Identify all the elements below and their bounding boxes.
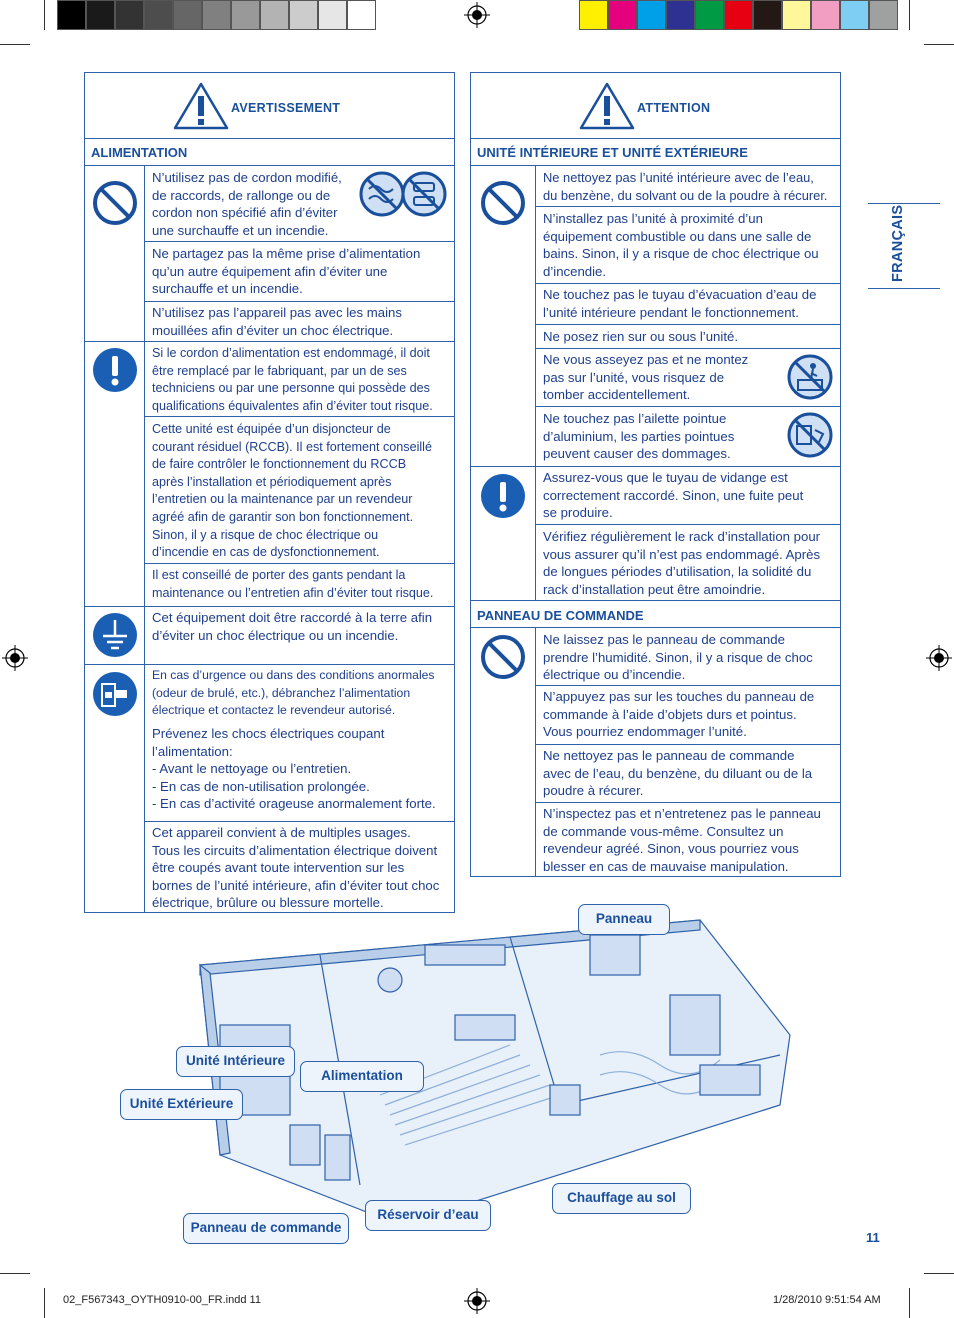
no-modified-cord-icon <box>359 171 405 217</box>
no-touch-fins-icon <box>787 412 833 458</box>
prohibited-icon <box>479 179 527 227</box>
warning-row-text: Cet appareil convient à de multiples usages. Tous les circuits d’alimentation électrique doivent être coupés avant toute intervention sur les bornes de l’unité intérieure, afin d’éviter tout choc électrique, brûlure ou blessure mortelle. <box>152 825 440 911</box>
crop-mark <box>0 1273 30 1274</box>
warning-row-text: En cas d’urgence ou dans des conditions anormales (odeur de brulé, etc.), débranchez l’alimentation électrique et contactez le revendeur autorisé. <box>152 668 435 718</box>
warning-row-text: Il est conseillé de porter des gants pendant la maintenance ou l’entretien afin d’éviter tout risque. <box>152 568 434 600</box>
registration-mark-icon <box>926 645 952 671</box>
gray-swatch <box>57 0 86 30</box>
color-swatch <box>724 0 753 30</box>
label-unite-exterieure: Unité Extérieure <box>120 1089 243 1120</box>
warning-triangle-icon <box>579 82 635 130</box>
prohibited-icon <box>479 633 527 681</box>
warning-triangle-icon <box>173 82 229 130</box>
prohibited-icon <box>91 179 139 227</box>
warning-row-text: Cette unité est équipée d’un disjoncteur de courant résiduel (RCCB). Il est fortement conseillé de faire contrôler le fonctionnement du RCCB après l’installation et périodiquement après l’entretien ou la maintenance par un revendeur agréé afin de garantir son bon fonctionnement. Sinon, il y a risque de choc électrique ou d’incendie en cas de dysfonctionnement. <box>152 422 432 560</box>
caution-row-text: N’inspectez pas et n’entretenez pas le panneau de commande vous-même. Consultez un revendeur agréé. Sinon, vous pourriez vous blesser en cas de mauvaise manipulation. <box>543 806 821 874</box>
color-swatch <box>637 0 666 30</box>
gray-swatch <box>289 0 318 30</box>
crop-mark <box>909 0 910 30</box>
section-title: UNITÉ INTÉRIEURE ET UNITÉ EXTÉRIEURE <box>471 138 840 166</box>
color-swatch <box>695 0 724 30</box>
section-title: PANNEAU DE COMMANDE <box>471 600 840 628</box>
gray-swatch <box>347 0 376 30</box>
label-panneau: Panneau <box>578 904 670 935</box>
footer-timestamp: 1/28/2010 9:51:54 AM <box>773 1294 881 1306</box>
mandatory-icon <box>479 472 527 520</box>
warning-row-text: Ne partagez pas la même prise d’alimentation qu’un autre équipement afin d’éviter une surchauffe et un incendie. <box>152 246 421 297</box>
label-chauffage-au-sol: Chauffage au sol <box>552 1183 691 1214</box>
label-panneau-de-commande: Panneau de commande <box>183 1213 349 1244</box>
gray-swatch <box>202 0 231 30</box>
crop-mark <box>0 44 30 45</box>
crop-mark <box>924 44 954 45</box>
no-shared-outlet-icon <box>401 171 447 217</box>
unplug-icon <box>91 670 139 718</box>
gray-swatch <box>144 0 173 30</box>
caution-row-text: Ne nettoyez pas le panneau de commande avec de l’eau, du benzène, du diluant ou de la poudre à récurer. <box>543 748 813 799</box>
color-swatch <box>811 0 840 30</box>
section-title: ALIMENTATION <box>85 138 454 166</box>
color-swatch <box>869 0 898 30</box>
crop-mark <box>44 1288 45 1318</box>
gray-swatch <box>115 0 144 30</box>
caution-row-text: Ne nettoyez pas l’unité intérieure avec de l’eau, du benzène, du solvant ou de la poudre à récurer. <box>543 170 828 203</box>
registration-mark-icon <box>464 2 490 28</box>
caution-row-text: N’installez pas l’unité à proximité d’un équipement combustible ou dans une salle de bains. Sinon, il y a risque de choc électrique ou d’incendie. <box>543 211 819 279</box>
crop-mark <box>924 1273 954 1274</box>
caution-row-text: Assurez-vous que le tuyau de vidange est correctement raccordé. Sinon, une fuite peut se produire. <box>543 470 804 521</box>
caution-row-text: Ne laissez pas le panneau de commande prendre l’humidité. Sinon, il y a risque de choc électrique ou d’incendie. <box>543 632 813 683</box>
caution-row-text: Vérifiez régulièrement le rack d’installation pour vous assurer qu’il n’est pas endommagé. Après de longues périodes d’utilisation, la solidité du rack d’installation peut être amoindrie. <box>543 529 821 597</box>
warning-title: AVERTISSEMENT <box>231 101 341 115</box>
registration-mark-icon <box>2 645 28 671</box>
language-label: FRANÇAIS <box>890 204 906 282</box>
color-swatch <box>782 0 811 30</box>
color-swatch <box>608 0 637 30</box>
caution-title: ATTENTION <box>637 101 711 115</box>
warning-row-text: N’utilisez pas l’appareil pas avec les mains mouillées afin d’éviter un choc électrique. <box>152 305 402 338</box>
warning-row-text: Prévenez les chocs électriques coupant l’alimentation: - Avant le nettoyage ou l’entretien. - En cas de non-utilisation prolongée. - En cas d’activité orageuse anormalement forte. <box>152 726 436 812</box>
warning-row-text: Si le cordon d’alimentation est endommagé, il doit être remplacé par le fabriquant, par un de ses techniciens ou par une personne qui possède des qualifications équivalentes afin d’éviter tout risque. <box>152 346 433 413</box>
color-swatch <box>840 0 869 30</box>
no-climbing-icon <box>787 354 833 400</box>
gray-swatch <box>86 0 115 30</box>
caution-header <box>471 73 840 139</box>
gray-swatch <box>173 0 202 30</box>
color-swatch <box>753 0 782 30</box>
gray-swatch <box>260 0 289 30</box>
label-unite-interieure: Unité Intérieure <box>176 1046 295 1077</box>
gray-swatch <box>231 0 260 30</box>
warning-table <box>84 72 455 913</box>
language-tab <box>868 203 940 289</box>
footer-filename: 02_F567343_OYTH0910-00_FR.indd 11 <box>63 1294 261 1306</box>
warning-row-text: Cet équipement doit être raccordé à la terre afin d’éviter un choc électrique ou un incendie. <box>152 610 433 643</box>
caution-row-text: N’appuyez pas sur les touches du panneau de commande à l’aide d’objets durs et pointus. Vous pourriez endommager l’unité. <box>543 689 815 740</box>
caution-row-text: Ne touchez pas le tuyau d’évacuation d’eau de l’unité intérieure pendant le fonctionnement. <box>543 287 817 320</box>
label-reservoir-eau: Réservoir d’eau <box>365 1200 491 1231</box>
color-swatch <box>666 0 695 30</box>
caution-row-text: Ne vous asseyez pas et ne montez pas sur l’unité, vous risquez de tomber accidentellement. <box>543 352 749 403</box>
gray-swatch <box>318 0 347 30</box>
caution-row-text: Ne posez rien sur ou sous l’unité. <box>543 329 738 344</box>
caution-table <box>470 72 841 877</box>
warning-header <box>85 73 454 139</box>
color-swatch <box>579 0 608 30</box>
crop-mark <box>44 0 45 30</box>
registration-mark-icon <box>464 1288 490 1314</box>
page-number: 11 <box>866 1230 880 1245</box>
mandatory-icon <box>91 346 139 394</box>
caution-row-text: Ne touchez pas l’ailette pointue d’aluminium, les parties pointues peuvent causer des dommages. <box>543 411 735 462</box>
warning-row-text: N’utilisez pas de cordon modifié, de raccords, de rallonge ou de cordon non spécifié afin d’éviter une surchauffe et un incendie. <box>152 170 342 238</box>
label-alimentation: Alimentation <box>300 1061 424 1092</box>
crop-mark <box>909 1288 910 1318</box>
earth-ground-icon <box>91 611 139 659</box>
